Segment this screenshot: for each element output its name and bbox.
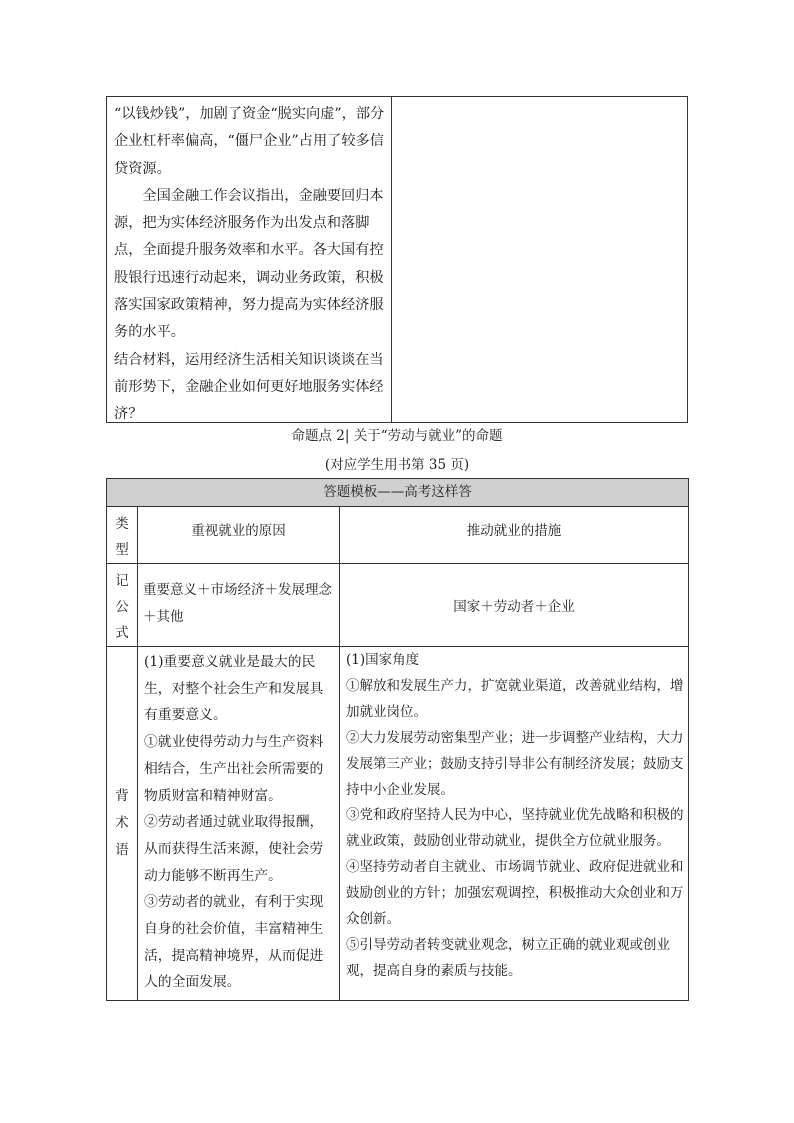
measure-item: ③党和政府坚持人民为中心，坚持就业优先战略和积极的就业政策，鼓励创业带动就业，提供全方位就业服务。 (346, 807, 684, 850)
measure-item: ④坚持劳动者自主就业、市场调节就业、政府促进就业和鼓励创业的方针；加强宏观调控，积极推动大众创业和万众创新。 (346, 859, 684, 928)
answer-template-table (106, 478, 689, 1001)
reason-text (138, 647, 340, 1001)
type-label: 类 型 (107, 507, 138, 564)
formula-reason: 重要意义＋市场经济＋发展理念＋其他 (138, 564, 340, 647)
question-cell (107, 97, 392, 422)
reason-item: ②劳动者通过就业取得报酬，从而获得生活来源，使社会劳动力能够不断再生产。 (144, 814, 324, 884)
answer-cell (392, 97, 687, 422)
measure-item: ⑤引导劳动者转变就业观念，树立正确的就业观或创业观，提高自身的素质与技能。 (346, 936, 670, 979)
question-table (106, 96, 688, 423)
reason-item: ③劳动者的就业，有利于实现自身的社会价值，丰富精神生活，提高精神境界，从而促进人的全面发展。 (144, 894, 324, 991)
formula-label: 记 公 式 (107, 564, 138, 647)
column-header-reason: 重视就业的原因 (138, 507, 340, 564)
reason-item: ①就业使得劳动力与生产资料相结合，生产出社会所需要的物质财富和精神财富。 (144, 734, 324, 804)
measure-item: ①解放和发展生产力，扩宽就业渠道，改善就业结构，增加就业岗位。 (346, 677, 684, 720)
column-header-measure: 推动就业的措施 (340, 507, 689, 564)
measure-text (340, 647, 689, 1001)
formula-measure: 国家＋劳动者＋企业 (340, 564, 689, 647)
question-paragraph-1: “以钱炒钱”，加剧了资金“脱实向虚”，部分企业杠杆率偏高，“僵尸企业”占用了较多信贷资源。 (114, 106, 385, 177)
measure-item: ②大力发展劳动密集型产业；进一步调整产业结构，大力发展第三产业；鼓励支持引导非公有制经济发展；鼓励支持中小企业发展。 (346, 729, 684, 798)
reason-item: (1)重要意义就业是最大的民生，对整个社会生产和发展具有重要意义。 (144, 654, 324, 724)
question-paragraph-2: 全国金融工作会议指出，金融要回归本源，把为实体经济服务作为出发点和落脚点，全面提升服务效率和水平。各大国有控股银行迅速行动起来，调动业务政策，积极落实国家政策精神，努力提高为实体经济服务的水平。 (114, 187, 384, 341)
question-prompt: 结合材料，运用经济生活相关知识谈谈在当前形势下，金融企业如何更好地服务实体经济？ (114, 351, 384, 423)
recite-label: 背 术 语 (107, 647, 138, 1001)
measure-item: (1)国家角度 (346, 652, 420, 668)
section-title: 命题点 2| 关于“劳动与就业”的命题 (291, 428, 503, 444)
template-banner: 答题模板——高考这样答 (107, 479, 689, 507)
section-reference: (对应学生用书第 35 页) (324, 457, 470, 473)
